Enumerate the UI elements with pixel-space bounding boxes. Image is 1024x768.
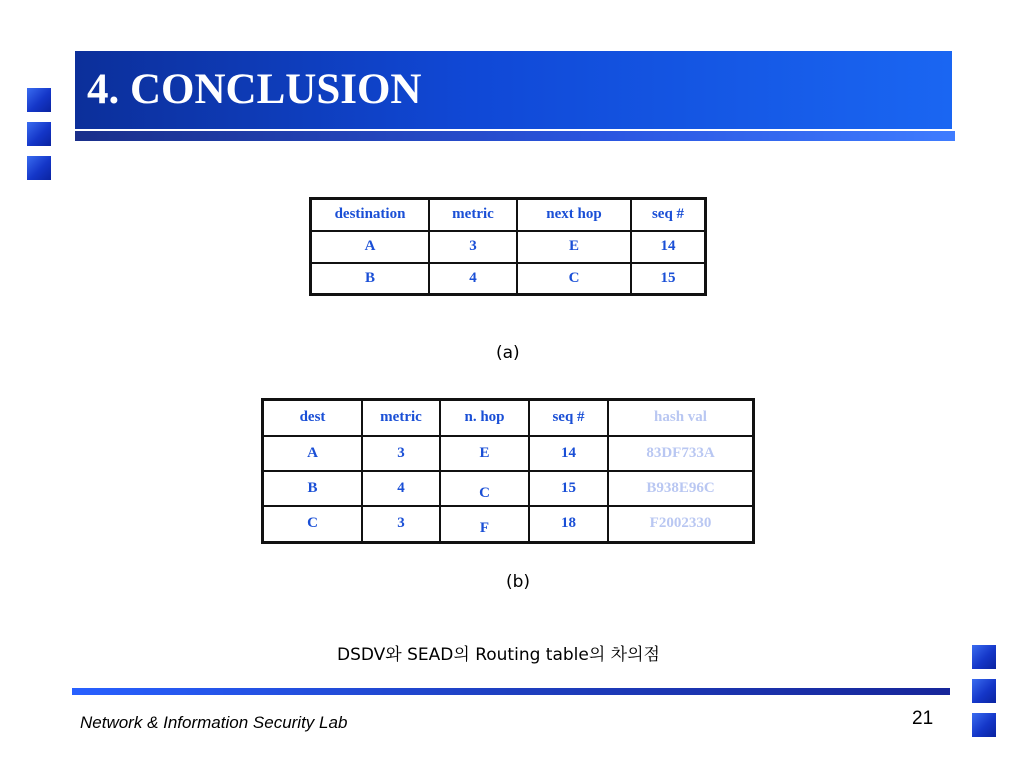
table-cell: 14 [631, 231, 706, 263]
table-cell: 4 [429, 263, 517, 295]
decorative-square [27, 156, 51, 180]
table-header-cell: metric [429, 199, 517, 231]
table-header-cell: dest [263, 400, 363, 436]
table-row [311, 263, 706, 295]
table-header-cell: hash val [608, 400, 754, 436]
footer-lab-name: Network & Information Security Lab [80, 713, 348, 732]
decorative-square [972, 645, 996, 669]
table-cell: C [263, 506, 363, 543]
decorative-square [972, 679, 996, 703]
table-cell: 3 [362, 506, 440, 543]
table-cell: 3 [362, 436, 440, 471]
table-row [311, 231, 706, 263]
table-cell: B938E96C [608, 471, 754, 506]
routing-table-b [261, 398, 755, 544]
table-cell: A [311, 231, 430, 263]
table-cell: 18 [529, 506, 608, 543]
table-cell: 83DF733A [608, 436, 754, 471]
table-header-row [263, 400, 754, 436]
table-cell: 15 [631, 263, 706, 295]
table-cell: 14 [529, 436, 608, 471]
routing-table-a [309, 197, 707, 296]
table-header-row [311, 199, 706, 231]
table-cell: A [263, 436, 363, 471]
table-a-caption: (a) [496, 343, 520, 363]
title-divider [75, 131, 955, 141]
table-cell: B [311, 263, 430, 295]
table-header-cell: next hop [517, 199, 631, 231]
table-header-cell: destination [311, 199, 430, 231]
table-cell: 3 [429, 231, 517, 263]
table-row [263, 506, 754, 543]
decorative-square [27, 122, 51, 146]
table-cell: B [263, 471, 363, 506]
title-bar [75, 51, 952, 129]
figure-caption: DSDV와 SEAD의 Routing table의 차의점 [337, 645, 660, 665]
decorative-square [27, 88, 51, 112]
table-cell: F [440, 506, 529, 543]
slide-title: 4. CONCLUSION [87, 66, 422, 113]
table-row [263, 436, 754, 471]
table-header-cell: seq # [631, 199, 706, 231]
table-cell: E [440, 436, 529, 471]
table-header-cell: metric [362, 400, 440, 436]
table-cell: 15 [529, 471, 608, 506]
table-b-caption: (b) [506, 572, 531, 592]
table-cell: C [517, 263, 631, 295]
footer-divider [72, 688, 950, 695]
page-number: 21 [912, 708, 934, 729]
table-cell: 4 [362, 471, 440, 506]
table-row [263, 471, 754, 506]
table-cell: F2002330 [608, 506, 754, 543]
table-cell: E [517, 231, 631, 263]
table-header-cell: seq # [529, 400, 608, 436]
table-header-cell: n. hop [440, 400, 529, 436]
table-cell: C [440, 471, 529, 506]
decorative-square [972, 713, 996, 737]
